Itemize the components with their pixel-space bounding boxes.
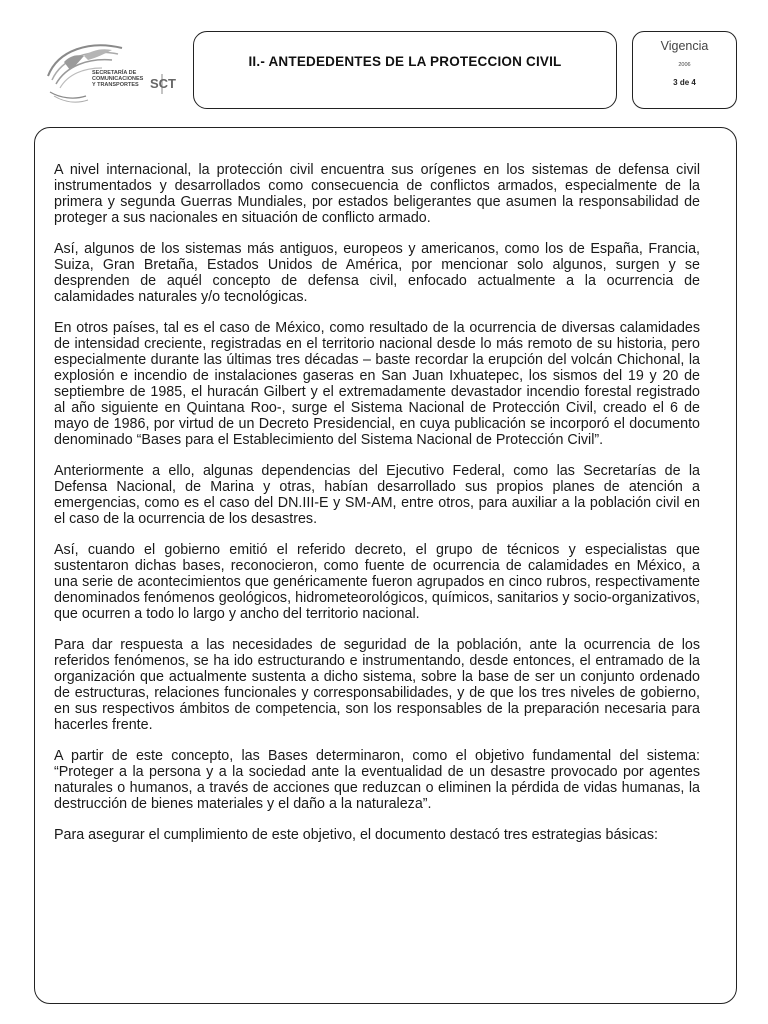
paragraph: Así, algunos de los sistemas más antiguos, europeos y americanos, como los de España, Francia, Suiza, Gran Bretaña, Estados Unidos de América, por mencionar solo algunos, surgen y se desprenden de aquél concepto de defensa civil, enfocado actualmente a la ocurrencia de calamidades naturales y/o tecnológicas. (54, 241, 700, 305)
logo-line-3: Y TRANSPORTES (92, 82, 139, 88)
sct-logo (40, 36, 180, 108)
logo-line-2: COMUNICACIONES (92, 76, 144, 82)
vigencia-label: Vigencia (660, 39, 709, 53)
paragraph: Anteriormente a ello, algunas dependencias del Ejecutivo Federal, como las Secretarías de la Defensa Nacional, de Marina y otras, habían desarrollado sus propios planes de atención a emergencias, como es el caso del DN.III-E y SM-AM, entre otros, para auxiliar a la población civil en el caso de la ocurrencia de los desastres. (54, 463, 700, 527)
paragraph: A partir de este concepto, las Bases determinaron, como el objetivo fundamental del sistema: “Proteger a la persona y a la sociedad ante la eventualidad de un desastre provocado por agentes naturales o humanos, a través de acciones que reduzcan o eliminen la pérdida de vidas humanas, la destrucción de bienes materiales y el daño a la naturaleza”. (54, 748, 700, 812)
logo-acronym: SCT (150, 76, 176, 91)
paragraph: A nivel internacional, la protección civil encuentra sus orígenes en los sistemas de defensa civil instrumentados y desarrollados como consecuencia de conflictos armados, especialmente de la primera y segunda Guerras Mundiales, por estados beligerantes que asumen la responsabilidad de proteger a sus nacionales en situación de conflicto armado. (54, 162, 700, 226)
logo-line-1: SECRETARÍA DE (92, 70, 137, 76)
vigencia-year: 2006 (678, 62, 691, 68)
paragraph: Así, cuando el gobierno emitió el referido decreto, el grupo de técnicos y especialistas que sustentaron dichas bases, reconocieron, como fuente de ocurrencia de calamidades en México, a una serie de acontecimientos que genéricamente fueron agrupados en cinco rubros, respectivamente denominados fenómenos geológicos, hidrometeorológicos, químicos, sanitarios y socio-organizativos, que ocurren a todo lo largo y ancho del territorio nacional. (54, 542, 700, 622)
title-box (193, 31, 617, 109)
section-title: II.- ANTEDEDENTES DE LA PROTECCION CIVIL (248, 54, 562, 69)
paragraph: Para asegurar el cumplimiento de este objetivo, el documento destacó tres estrategias básicas: (54, 827, 658, 843)
paragraph: Para dar respuesta a las necesidades de seguridad de la población, ante la ocurrencia de los referidos fenómenos, se ha ido estructurando e instrumentando, desde entonces, el entramado de la organización que actualmente sustenta a dicho sistema, sobre la base de ser un conjunto ordenado de estructuras, relaciones funcionales y corresponsabilidades, y de que los tres niveles de gobierno, en sus respectivos ámbitos de competencia, son los responsables de la preparación necesaria para hacerles frente. (54, 637, 700, 733)
paragraph: En otros países, tal es el caso de México, como resultado de la ocurrencia de diversas calamidades de intensidad creciente, registradas en el territorio nacional desde lo más remoto de su historia, pero especialmente durante las últimas tres décadas – baste recordar la erupción del volcán Chichonal, la explosión e incendio de instalaciones gaseras en San Juan Ixhuatepec, los sismos del 19 y 20 de septiembre de 1985, el huracán Gilbert y el extremadamente devastador incendio forestal registrado al año siguiente en Quintana Roo-, surge el Sistema Nacional de Protección Civil, creado el 6 de mayo de 1986, por virtud de un Decreto Presidencial, en cuya publicación se incorporó el documento denominado “Bases para el Establecimiento del Sistema Nacional de Protección Civil”. (54, 320, 700, 448)
document-body (54, 162, 700, 858)
page-number: 3 de 4 (673, 78, 696, 87)
vigencia-box (632, 31, 737, 109)
